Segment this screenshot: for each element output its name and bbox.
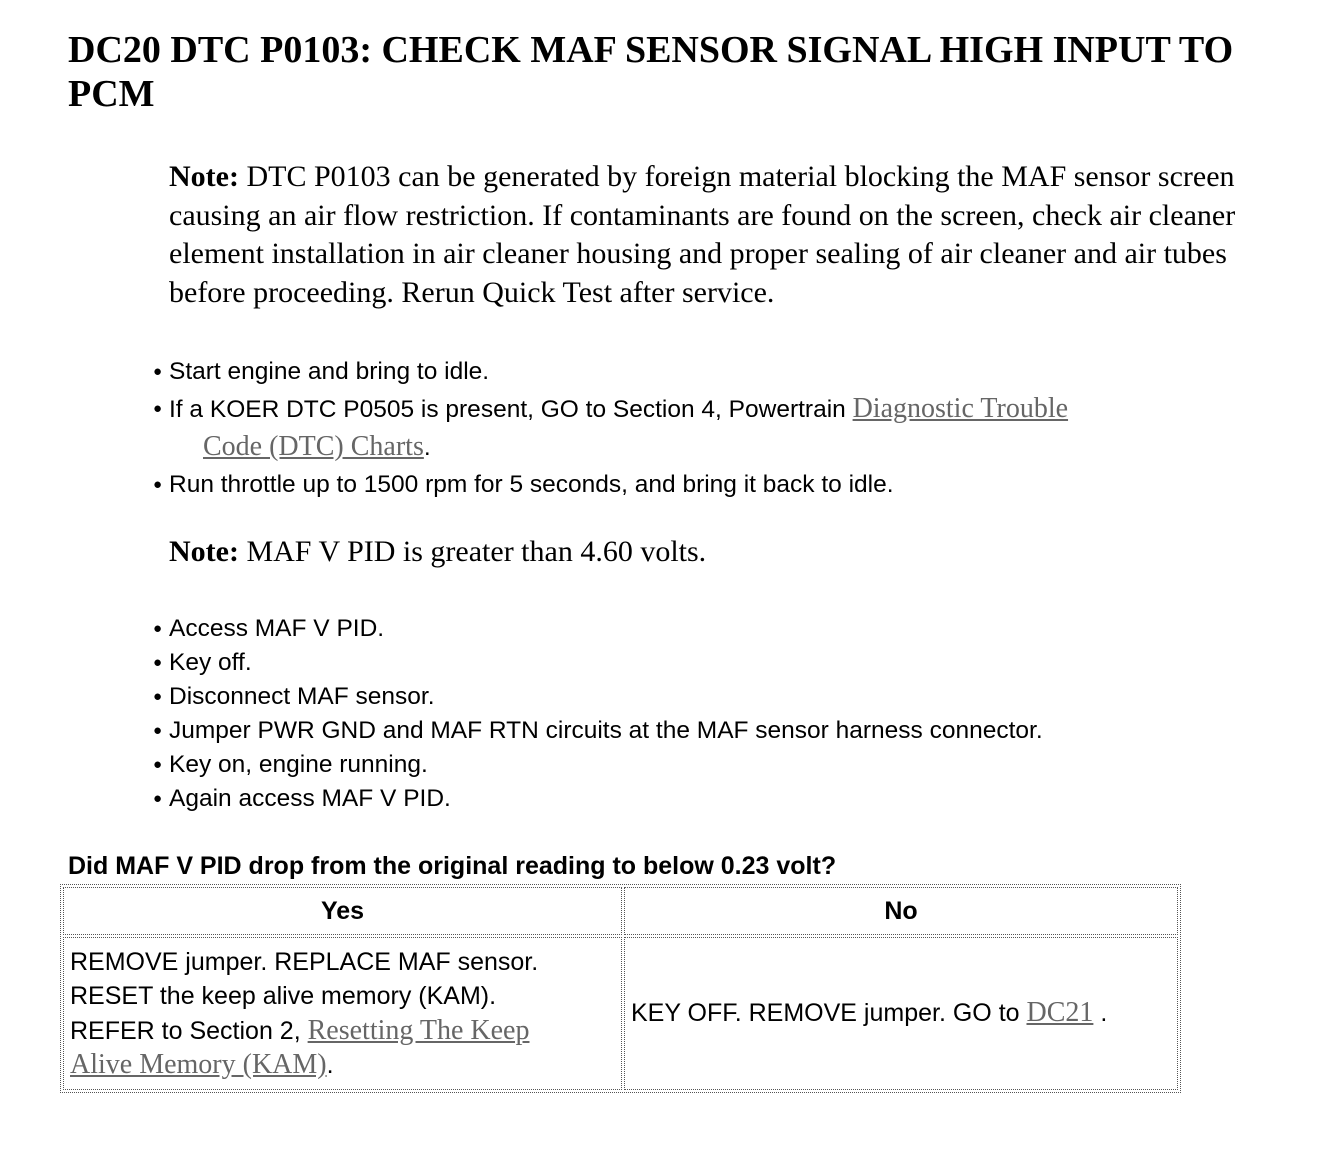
decision-table	[60, 884, 1181, 1093]
note-maf-voltage	[169, 533, 1279, 572]
page-title: DC20 DTC P0103: CHECK MAF SENSOR SIGNAL HIGH INPUT TO PCM	[68, 29, 1234, 115]
list-item: ● Key on, engine running.	[150, 748, 1250, 782]
note-label: Note:	[169, 160, 239, 193]
no-header: No	[624, 887, 1178, 935]
list-item: ● Jumper PWR GND and MAF RTN circuits at the MAF sensor harness connector.	[150, 714, 1250, 748]
bullet-icon: ●	[153, 756, 163, 773]
list-item: ● Again access MAF V PID.	[150, 782, 1250, 816]
table-row	[63, 937, 1178, 1090]
note-label: Note:	[169, 535, 239, 568]
bullet-icon: ●	[153, 476, 163, 493]
resetting-kam-link-cont[interactable]: Alive Memory (KAM)	[70, 1049, 327, 1080]
bullet-icon: ●	[153, 688, 163, 705]
list-item: ● If a KOER DTC P0505 is present, GO to Section 4, Powertrain Diagnostic Trouble Code (DTC) Charts.	[150, 390, 1250, 466]
dtc-charts-link-cont[interactable]: Code (DTC) Charts	[203, 431, 424, 462]
bullet-icon: ●	[153, 620, 163, 637]
bullet-icon: ●	[153, 790, 163, 807]
list-item: ● Key off.	[150, 646, 1250, 680]
yes-header: Yes	[63, 887, 622, 935]
bullet-icon: ●	[153, 400, 163, 417]
dtc-charts-link[interactable]: Diagnostic Trouble	[852, 393, 1069, 424]
list-item: ● Access MAF V PID.	[150, 612, 1250, 646]
resetting-kam-link[interactable]: Resetting The Keep	[307, 1014, 530, 1046]
no-cell: KEY OFF. REMOVE jumper. GO to DC21 .	[624, 937, 1178, 1090]
note-text: DTC P0103 can be generated by foreign material blocking the MAF sensor screen causing an air flow restriction. If contaminants are found on the screen, check air cleaner element installation in air cleaner housing and proper sealing of air cleaner and air tubes before proceeding. Rerun Quick Test after service.	[169, 160, 1236, 309]
bullet-icon: ●	[153, 363, 163, 380]
bullet-icon: ●	[153, 654, 163, 671]
yes-cell: REMOVE jumper. REPLACE MAF sensor. RESET the keep alive memory (KAM). REFER to Section 2, Resetting The Keep Alive Memory (KAM).	[63, 937, 622, 1090]
note-restriction	[169, 158, 1279, 312]
step-list-test	[150, 612, 1250, 816]
bullet-icon: ●	[153, 722, 163, 739]
note-text: MAF V PID is greater than 4.60 volts.	[238, 535, 707, 568]
decision-question: Did MAF V PID drop from the original reading to below 0.23 volt?	[68, 852, 837, 880]
list-item: ● Run throttle up to 1500 rpm for 5 seconds, and bring it back to idle.	[150, 466, 1250, 503]
list-item: ● Disconnect MAF sensor.	[150, 680, 1250, 714]
step-list-initial	[150, 353, 1250, 503]
list-item: ● Start engine and bring to idle.	[150, 353, 1250, 390]
dc21-link[interactable]: DC21	[1026, 997, 1094, 1029]
table-header-row	[63, 887, 1178, 935]
